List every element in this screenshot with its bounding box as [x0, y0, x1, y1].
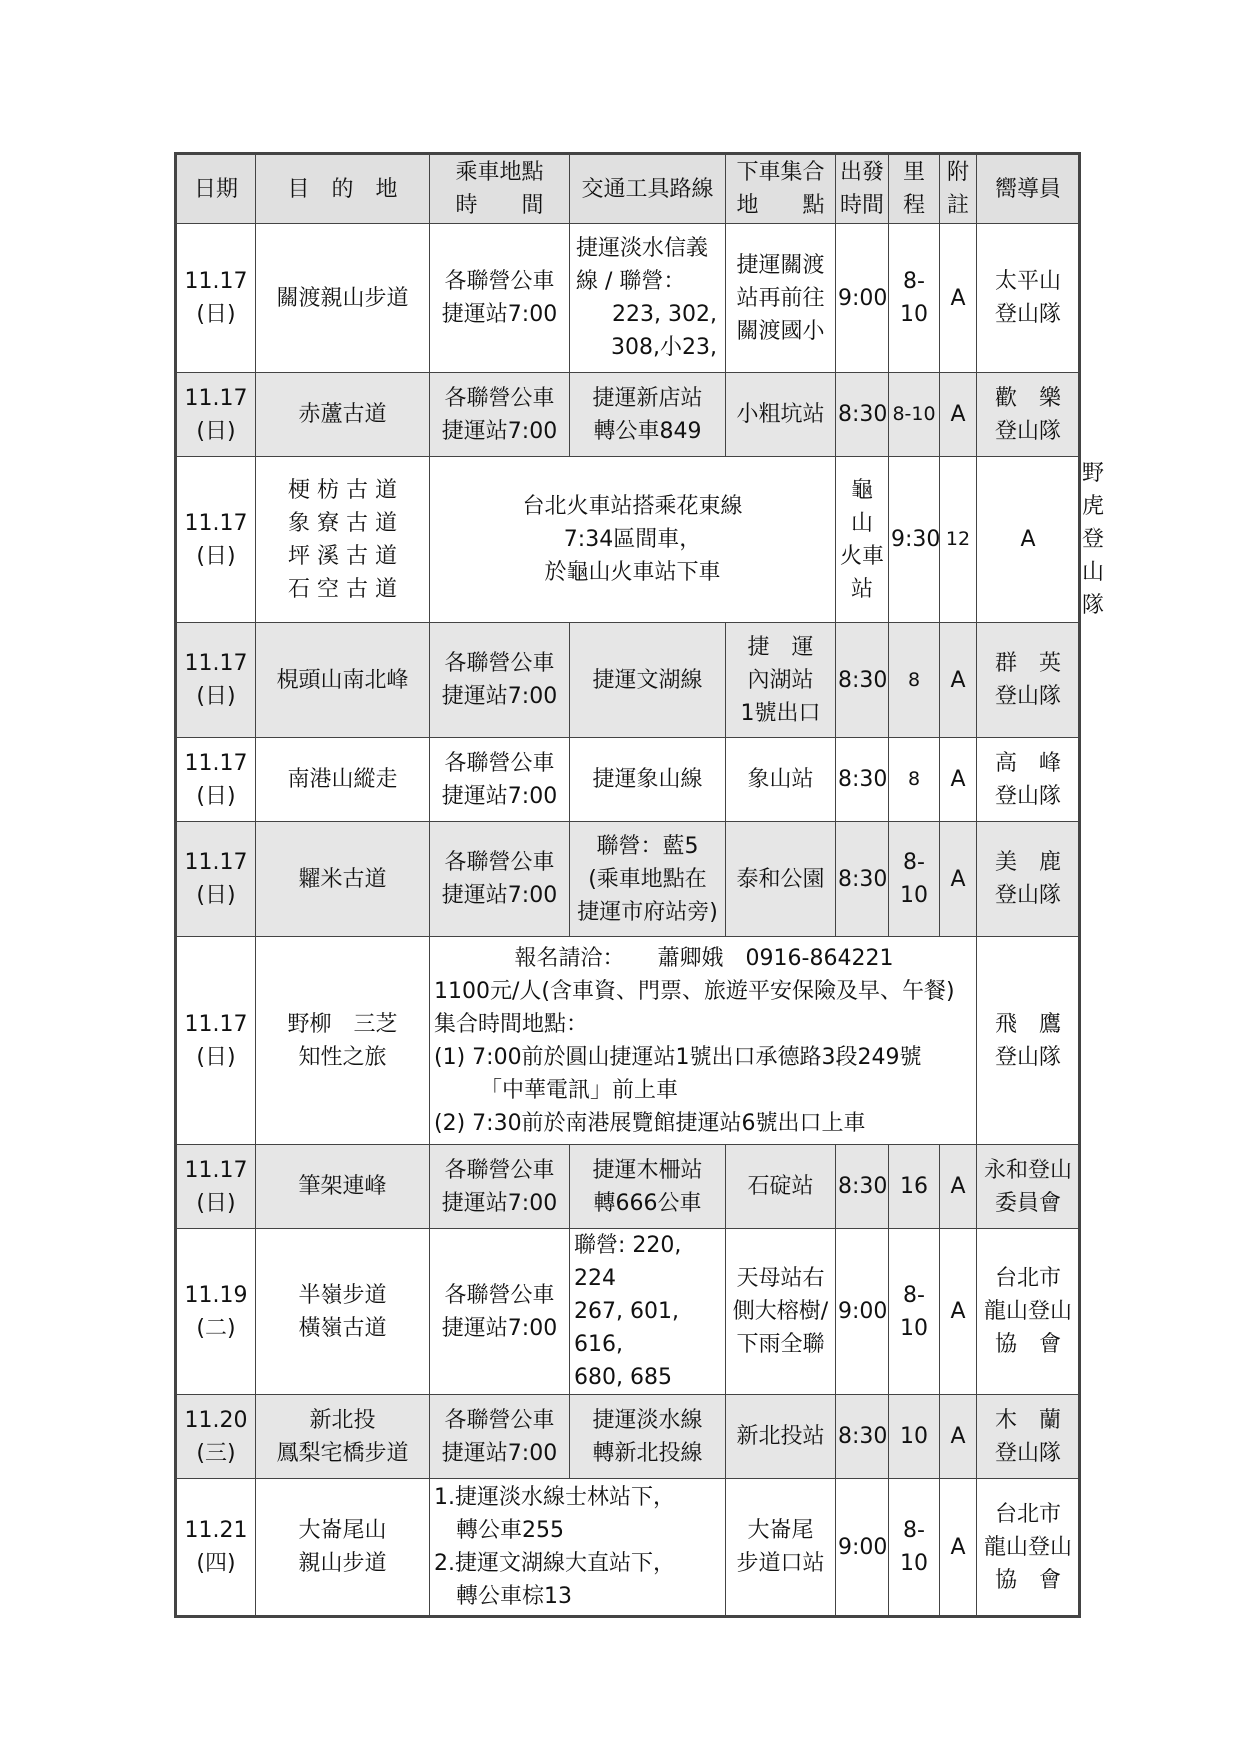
date-cell: 11.20 (三): [176, 1395, 256, 1479]
meeting-cell: 捷 運 內湖站 1號出口: [726, 623, 836, 738]
date-cell: 11.17 (日): [176, 738, 256, 822]
table-row: 11.17 (日) 梗 枋 古 道 象 寮 古 道 坪 溪 古 道 石 空 古 道 台北火車站搭乘花東線 7:34區間車， 於龜山火車站下車 龜 山 火車站 9:30 12 A 野 虎 登山隊: [176, 457, 1080, 623]
date-cell: 11.17 (日): [176, 373, 256, 457]
departure-cell: 8:30: [836, 738, 889, 822]
header-departure: 出發 時間: [836, 154, 889, 224]
note-cell: A: [940, 1479, 977, 1617]
date-cell: 11.17 (日): [176, 224, 256, 373]
meeting-cell: 新北投站: [726, 1395, 836, 1479]
distance-cell: 8: [889, 623, 940, 738]
destination-cell: 南港山縱走: [256, 738, 430, 822]
departure-cell: 9:00: [836, 224, 889, 373]
date-cell: 11.21 (四): [176, 1479, 256, 1617]
info-line: 報名請洽： 蕭卿娥 0916-864221: [514, 945, 894, 971]
date-cell: 11.17 (日): [176, 937, 256, 1145]
header-date: 日期: [176, 154, 256, 224]
route-cell: 捷運象山線: [570, 738, 726, 822]
note-cell: A: [940, 1229, 977, 1395]
route-line: 捷運淡水信義 線 / 聯營：: [576, 236, 709, 294]
departure-cell: 8:30: [836, 1145, 889, 1229]
guide-cell: 台北市 龍山登山 協 會: [977, 1479, 1080, 1617]
meeting-cell: 象山站: [726, 738, 836, 822]
distance-cell: 12: [940, 457, 977, 623]
header-meeting-point: 下車集合 地 點: [726, 154, 836, 224]
note-cell: A: [940, 738, 977, 822]
table-row: [176, 1479, 1080, 1617]
guide-cell: 台北市 龍山登山 協 會: [977, 1229, 1080, 1395]
destination-cell: 關渡親山步道: [256, 224, 430, 373]
boarding-cell: 各聯營公車 捷運站7:00: [430, 623, 570, 738]
route-cell: 聯營：藍5 (乘車地點在 捷運市府站旁): [570, 822, 726, 937]
destination-cell: 新北投 鳳梨宅橋步道: [256, 1395, 430, 1479]
header-destination: 目 的 地: [256, 154, 430, 224]
guide-cell: 木 蘭 登山隊: [977, 1395, 1080, 1479]
route-cell: [570, 224, 726, 373]
note-cell: A: [940, 373, 977, 457]
destination-cell: 半嶺步道 橫嶺古道: [256, 1229, 430, 1395]
info-line: (2) 7:30前於南港展覽館捷運站6號出口上車: [434, 1110, 866, 1136]
merged-route-cell: 1.捷運淡水線士林站下， 轉公車255 2.捷運文湖線大直站下， 轉公車棕13: [430, 1479, 726, 1617]
departure-cell: 9:00: [836, 1479, 889, 1617]
note-cell: A: [940, 1395, 977, 1479]
meeting-cell: 龜 山 火車站: [836, 457, 889, 623]
destination-cell: 筆架連峰: [256, 1145, 430, 1229]
boarding-cell: 各聯營公車 捷運站7:00: [430, 1395, 570, 1479]
destination-cell: 梘頭山南北峰: [256, 623, 430, 738]
info-cell: [430, 937, 977, 1145]
header-guide: 嚮導員: [977, 154, 1080, 224]
distance-cell: 16: [889, 1145, 940, 1229]
guide-cell: 群 英 登山隊: [977, 623, 1080, 738]
info-line: (1) 7:00前於圓山捷運站1號出口承德路3段249號: [434, 1044, 922, 1070]
table-row: [176, 1395, 1080, 1479]
guide-cell: 永和登山 委員會: [977, 1145, 1080, 1229]
distance-cell: 8-10: [889, 1229, 940, 1395]
date-cell: 11.17 (日): [176, 1145, 256, 1229]
distance-cell: 8-10: [889, 224, 940, 373]
boarding-cell: 各聯營公車 捷運站7:00: [430, 738, 570, 822]
route-cell: 捷運淡水線 轉新北投線: [570, 1395, 726, 1479]
table-row: [176, 1229, 1080, 1395]
meeting-cell: 泰和公園: [726, 822, 836, 937]
merged-route-cell: 台北火車站搭乘花東線 7:34區間車， 於龜山火車站下車: [430, 457, 836, 623]
route-cell: 聯營: 220, 224 267, 601, 616, 680, 685: [570, 1229, 726, 1395]
distance-cell: 8-10: [889, 1479, 940, 1617]
route-cell: 捷運木柵站 轉666公車: [570, 1145, 726, 1229]
departure-cell: 9:30: [889, 457, 940, 623]
header-note: 附 註: [940, 154, 977, 224]
departure-cell: 8:30: [836, 822, 889, 937]
guide-cell: 歡 樂 登山隊: [977, 373, 1080, 457]
distance-cell: 8-10: [889, 822, 940, 937]
table-row: [176, 738, 1080, 822]
info-line: 集合時間地點：: [434, 1011, 589, 1037]
guide-cell: 高 峰 登山隊: [977, 738, 1080, 822]
table-row: [176, 1145, 1080, 1229]
header-boarding: 乘車地點 時 間: [430, 154, 570, 224]
meeting-cell: 捷運關渡 站再前往 關渡國小: [726, 224, 836, 373]
departure-cell: 8:30: [836, 623, 889, 738]
destination-cell: 糶米古道: [256, 822, 430, 937]
schedule-table: [174, 152, 1105, 1618]
table-row: [176, 937, 1080, 1145]
departure-cell: 8:30: [836, 1395, 889, 1479]
route-line: 223, 302, 308,小23,: [611, 302, 717, 360]
boarding-cell: 各聯營公車 捷運站7:00: [430, 1145, 570, 1229]
date-cell: 11.19 (二): [176, 1229, 256, 1395]
distance-cell: 8: [889, 738, 940, 822]
guide-cell: 太平山 登山隊: [977, 224, 1080, 373]
boarding-cell: 各聯營公車 捷運站7:00: [430, 373, 570, 457]
boarding-cell: 各聯營公車 捷運站7:00: [430, 1229, 570, 1395]
meeting-cell: 石碇站: [726, 1145, 836, 1229]
destination-cell: 野柳 三芝 知性之旅: [256, 937, 430, 1145]
boarding-cell: 各聯營公車 捷運站7:00: [430, 822, 570, 937]
table-row: [176, 224, 1080, 373]
info-line: 「中華電訊」前上車: [480, 1077, 679, 1103]
info-line: 1100元/人(含車資、門票、旅遊平安保險及早、午餐): [434, 978, 955, 1004]
table-row: [176, 623, 1080, 738]
destination-cell: 赤蘆古道: [256, 373, 430, 457]
header-distance: 里 程: [889, 154, 940, 224]
date-cell: 11.17 (日): [176, 457, 256, 623]
meeting-cell: 天母站右 側大榕樹/ 下雨全聯: [726, 1229, 836, 1395]
header-route: 交通工具路線: [570, 154, 726, 224]
meeting-cell: 小粗坑站: [726, 373, 836, 457]
boarding-cell: 各聯營公車 捷運站7:00: [430, 224, 570, 373]
destination-cell: 梗 枋 古 道 象 寮 古 道 坪 溪 古 道 石 空 古 道: [256, 457, 430, 623]
distance-cell: 8-10: [889, 373, 940, 457]
note-cell: A: [940, 623, 977, 738]
meeting-cell: 大崙尾 步道口站: [726, 1479, 836, 1617]
header-row: [176, 154, 1080, 224]
note-cell: A: [977, 457, 1080, 623]
table-row: [176, 822, 1080, 937]
note-cell: A: [940, 224, 977, 373]
guide-cell: 美 鹿 登山隊: [977, 822, 1080, 937]
route-cell: 捷運文湖線: [570, 623, 726, 738]
guide-cell: 飛 鷹 登山隊: [977, 937, 1080, 1145]
destination-cell: 大崙尾山 親山步道: [256, 1479, 430, 1617]
departure-cell: 9:00: [836, 1229, 889, 1395]
date-cell: 11.17 (日): [176, 623, 256, 738]
note-cell: A: [940, 822, 977, 937]
departure-cell: 8:30: [836, 373, 889, 457]
table-row: [176, 373, 1080, 457]
distance-cell: 10: [889, 1395, 940, 1479]
date-cell: 11.17 (日): [176, 822, 256, 937]
route-cell: 捷運新店站 轉公車849: [570, 373, 726, 457]
note-cell: A: [940, 1145, 977, 1229]
